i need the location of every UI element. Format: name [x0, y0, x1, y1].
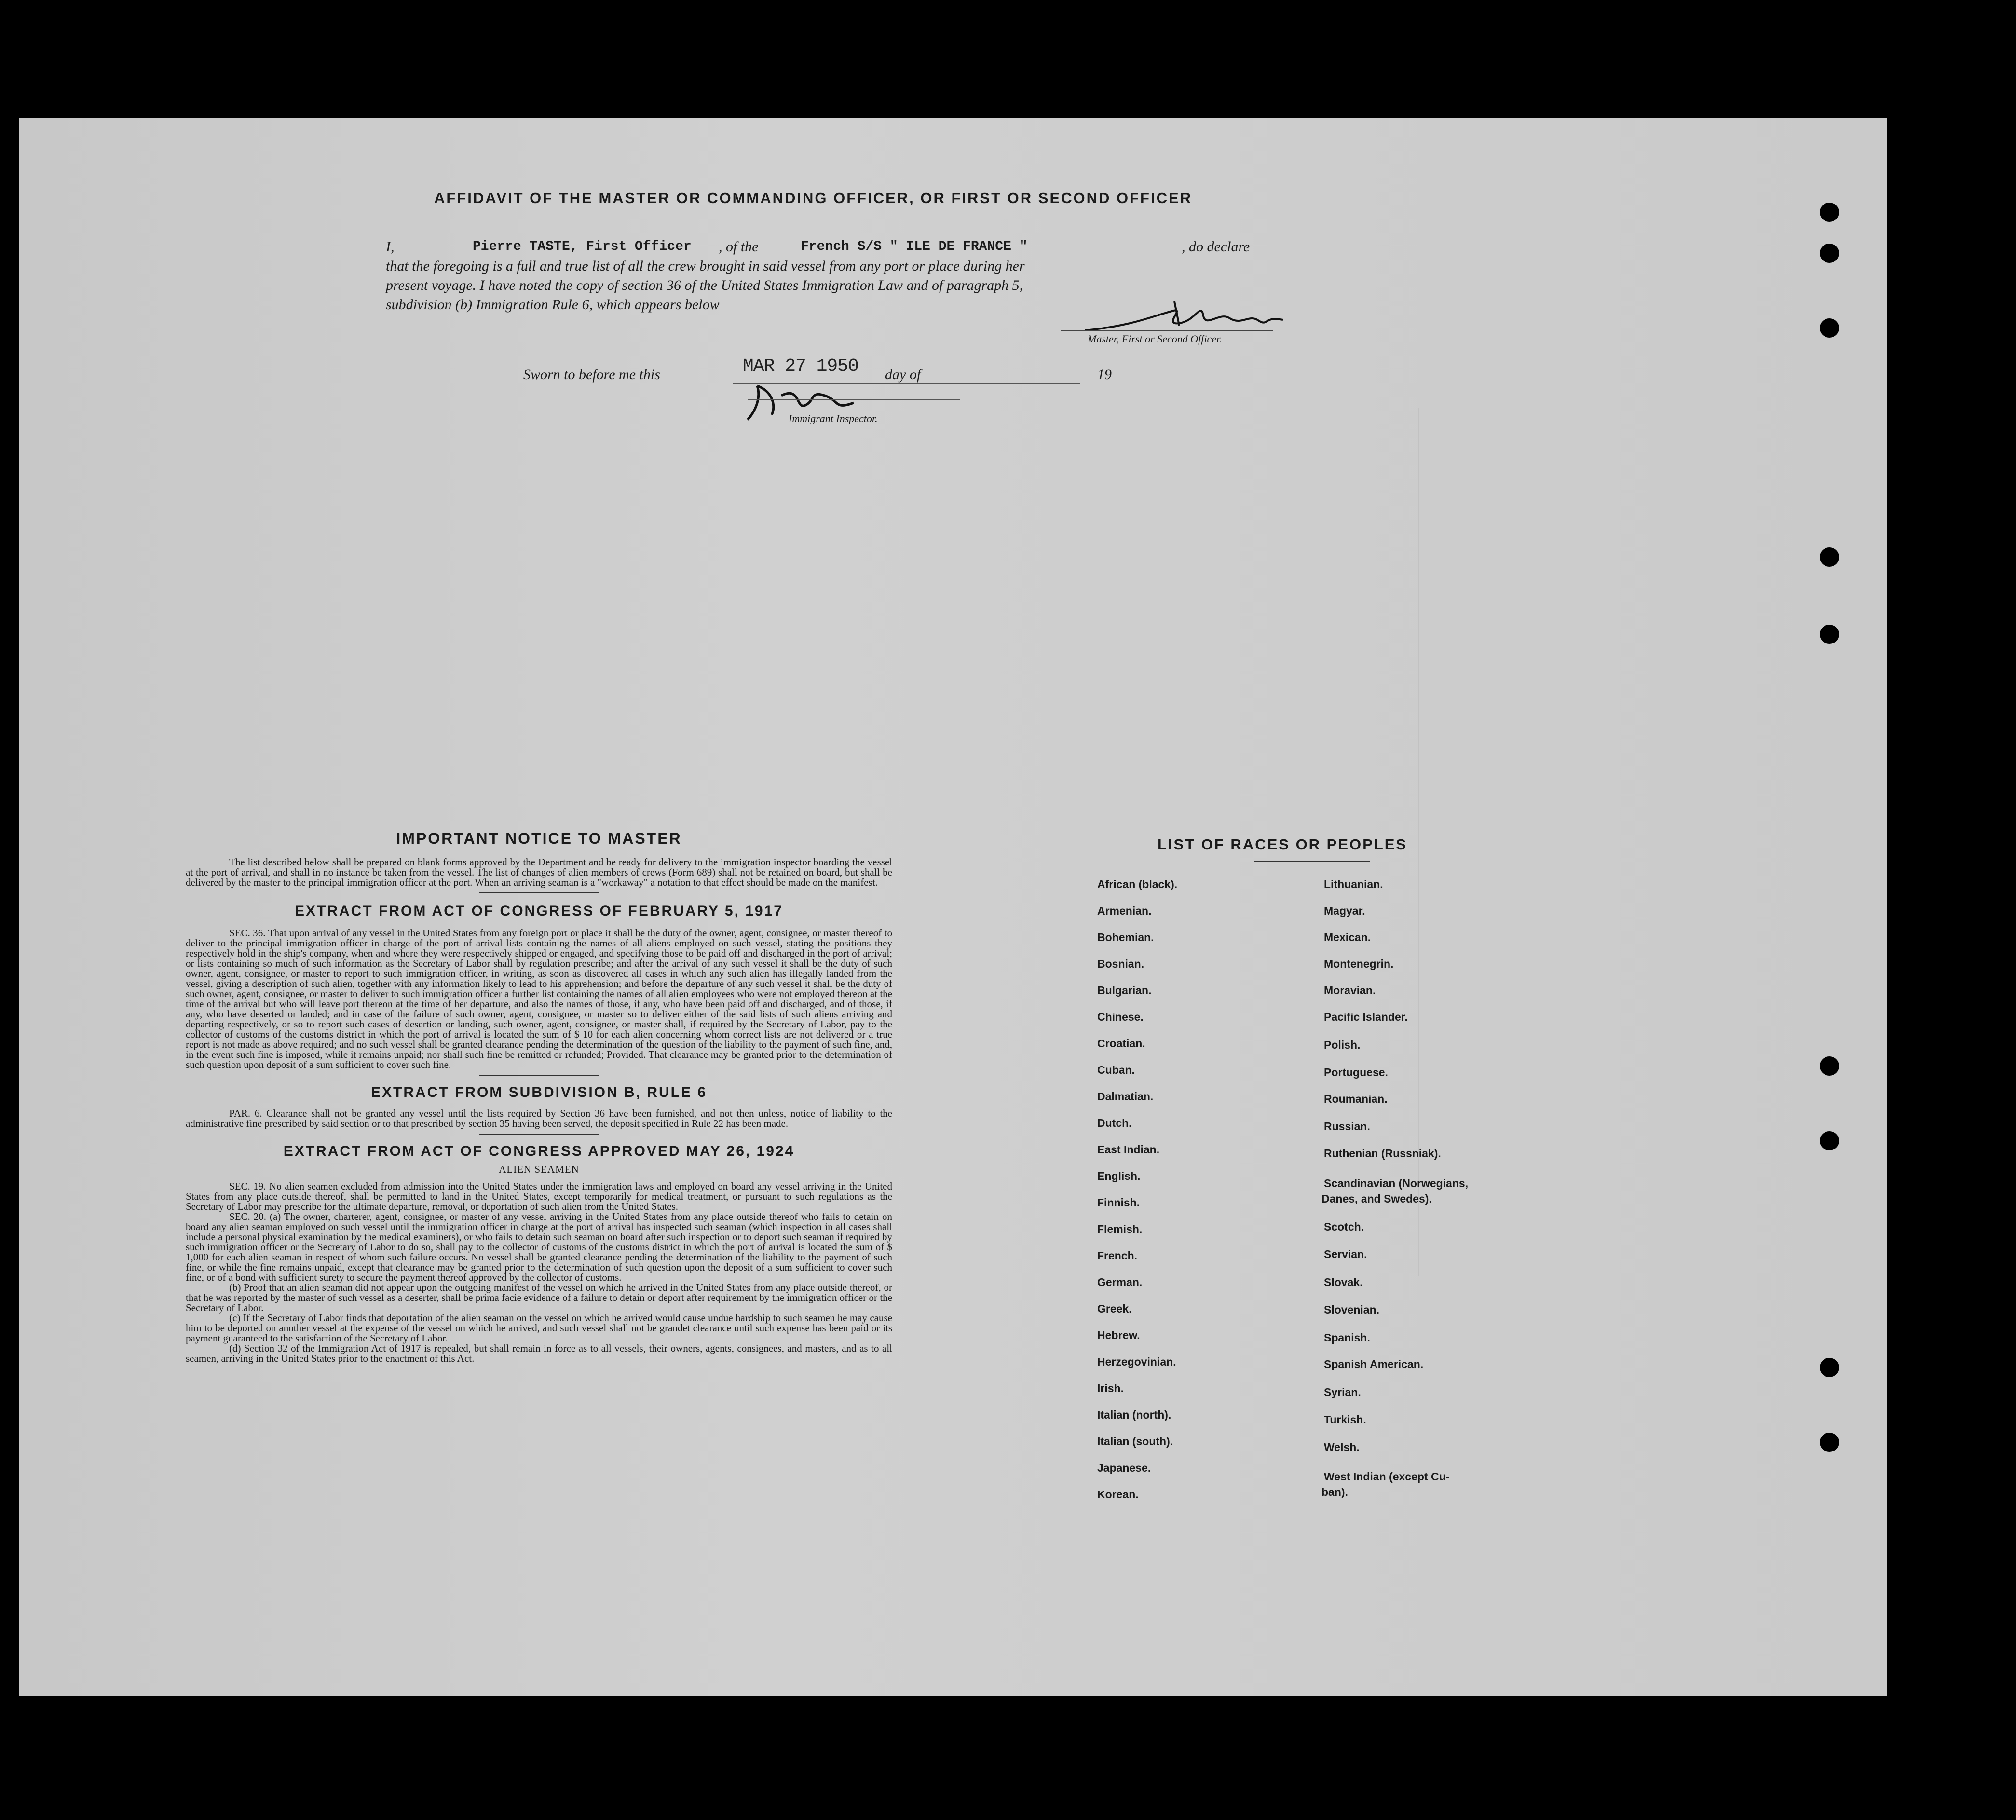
race-item: Scandinavian (Norwegians, — [1324, 1177, 1469, 1190]
punch-hole — [1820, 203, 1839, 222]
vessel-name: French S/S " ILE DE FRANCE " — [801, 239, 1028, 254]
race-item: Dutch. — [1097, 1117, 1132, 1129]
race-item: Slovak. — [1324, 1276, 1363, 1288]
punch-hole — [1820, 1358, 1839, 1377]
signature-caption: Master, First or Second Officer. — [1088, 333, 1222, 345]
race-item: French. — [1097, 1249, 1138, 1262]
race-item: Turkish. — [1324, 1413, 1366, 1426]
officer-name: Pierre TASTE, First Officer — [473, 239, 692, 254]
race-item: Korean. — [1097, 1488, 1139, 1501]
race-item: Bohemian. — [1097, 931, 1154, 944]
extract-1917-heading: EXTRACT FROM ACT OF CONGRESS OF FEBRUARY 5, 1917 — [295, 903, 783, 919]
sworn-label: Sworn to before me this — [523, 367, 660, 383]
divider — [479, 892, 599, 893]
extract-rule6-body: PAR. 6. Clearance shall not be granted any vessel until the lists required by Section 36 have been furnished, and not then unless, notice of liability to the administrative fine prescribed by said section or to that prescribed by section 35 having been served, the deposit specified in Rule 22 has been made. — [186, 1108, 892, 1129]
extract-1924-heading: EXTRACT FROM ACT OF CONGRESS APPROVED MAY 26, 1924 — [283, 1143, 795, 1159]
race-item: Chinese. — [1097, 1011, 1144, 1023]
punch-hole — [1820, 318, 1839, 338]
race-item: Italian (north). — [1097, 1409, 1171, 1421]
punch-hole — [1820, 1131, 1839, 1150]
race-item: Ruthenian (Russniak). — [1324, 1147, 1441, 1160]
race-item: Bulgarian. — [1097, 984, 1152, 997]
extract-1924-body: SEC. 19. No alien seamen excluded from admission into the United States under the immigration laws and employed on board any vessel arriving in the United States from any place outside thereof, shall be permitted to land in the United States, except temporarily for medical treatment, or pursuant to such regulations as the Secretary of Labor may prescribe for the ultimate departure, removal, or deportation of such alien from the United States. SEC. 20. (a) The owner, charterer, agent, consignee, or master of any vessel arriving in the United States from any place outside thereof who fails to detain on board any alien seaman employed on such vessel until the immigration officer in charge at the port of arrival has inspected such seaman (which inspection in all cases shall include a personal physical examination by the medical examiners), or who fails to detain such seaman on board after such inspection or to deport such seaman if required by such immigration officer or the Secretary of Labor to do so, shall pay to the collector of customs of the customs district in which the port of arrival is located the sum of $ 1,000 for each alien seaman in respect of whom such failure occurs. No vessel shall be granted clearance pending the determination of the liability to the payment of such fine, or while the fine remains unpaid, except that clearance may be granted prior to the determination of such question upon the deposit of a sum sufficient to cover such fine, or of a bond with sufficient surety to secure the payment thereof approved by the collector of customs. (b) Proof that an alien seaman did not appear upon the outgoing manifest of the vessel on which he arrived in the United States from any place outside thereof, or that he was reported by the master of such vessel as a deserter, shall be prima facie evidence of a failure to detain or deport after requirement by the immigration officer or the Secretary of Labor. (c) If the Secretary of Labor finds that deportation of the alien seaman on the vessel on which he arrived would cause undue hardship to such seamen he may cause him to be deported on another vessel at the expense of the vessel on which he arrived, and such vessel shall not be grandet clearance until such expense has been paid or its payment guaranteed to the satisfaction of the Secretary of Labor. (d) Section 32 of the Immigration Act of 1917 is repealed, but shall remain in force as to all vessels, their owners, agents, consignees, and masters, and as to all seamen, arriving in the United States prior to the enactment of this Act. — [186, 1180, 892, 1364]
race-item: Servian. — [1324, 1248, 1367, 1260]
races-heading: LIST OF RACES OR PEOPLES — [1158, 836, 1408, 853]
race-item: African (black). — [1097, 878, 1178, 890]
punch-hole — [1820, 244, 1839, 263]
race-item: Flemish. — [1097, 1223, 1143, 1235]
race-item: Bosnian. — [1097, 958, 1144, 970]
race-item: Syrian. — [1324, 1386, 1361, 1398]
race-item: Irish. — [1097, 1382, 1124, 1395]
race-item: Spanish American. — [1324, 1358, 1424, 1370]
notice-heading: IMPORTANT NOTICE TO MASTER — [396, 830, 682, 847]
race-item: Armenian. — [1097, 904, 1152, 917]
punch-hole — [1820, 1056, 1839, 1076]
race-item: Portuguese. — [1324, 1066, 1388, 1079]
year-prefix: 19 — [1097, 367, 1112, 383]
race-item: Mexican. — [1324, 931, 1371, 944]
affidavit-line-4: subdivision (b) Immigration Rule 6, which appears below — [386, 297, 720, 313]
affidavit-of-the: , of the — [719, 239, 759, 255]
race-item: Roumanian. — [1324, 1093, 1388, 1105]
notice-body: The list described below shall be prepared on blank forms approved by the Department and be ready for delivery to the immigration inspector boarding the vessel at the port of arrival, and shall in no instance be taken from the vessel. The list of changes of alien members of crews (Form 689) shall not be retained on board, but shall be delivered by the master to the principal immigration officer at the port. When an arriving seaman is a "workaway" a notation to that effect should be made on the manifest. — [186, 856, 892, 888]
race-item: Cuban. — [1097, 1064, 1135, 1076]
extract-1917-body: SEC. 36. That upon arrival of any vessel in the United States from any foreign port or place it shall be the duty of the owner, agent, consignee, or master thereof to deliver to the principal immigration officer in charge of the port of arrival lists containing the names of all aliens employed on such vessel, stating the positions they respectively hold in the ship's company, when and where they were respectively shipped or engaged, and specifying those to be paid off and discharged in the port of arrival; or lists containing so much of such information as the Secretary of Labor shall by regulation prescribe; and after the arrival of any such vessel it shall be the duty of such owner, agent, consignee, or master to report to such immigration officer, in writing, as soon as discovered all cases in which any such alien has illegally landed from the vessel, giving a description of such alien, together with any information likely to lead to his apprehension; and before the departure of any such vessel it shall be the duty of such owner, agent, consignee, or master to deliver to such immigration officer a further list containing the names of all alien employees who were not employed thereon at the time of the arrival but who will leave port thereon at the time of her departure, and also the names of those, if any, who have been paid off and discharged, and of those, if any, who have deserted or landed; and in case of the failure of such owner, agent, consignee, or master so to deliver either of the said lists of such aliens arriving and departing respectively, or so to report such cases of desertion or landing, such owner, agent, consignee, or master shall, if required by the Secretary of Labor, pay to the collector of customs of the customs district in which the port of arrival is located the sum of $ 10 for each alien concerning whom correct lists are not delivered or a true report is not made as above required; and no such vessel shall be granted clearance pending the determination of the question of the liability to the payment of such fine, and, in the event such fine is imposed, while it remains unpaid; nor shall such fine be remitted or refunded; Provided. That clearance may be granted prior to the determination of such question upon deposit of a sum sufficient to cover such fine. — [186, 927, 892, 1070]
race-item: English. — [1097, 1170, 1141, 1182]
punch-hole — [1820, 625, 1839, 644]
race-item: Croatian. — [1097, 1037, 1145, 1050]
race-item: Spanish. — [1324, 1331, 1370, 1344]
race-item: Finnish. — [1097, 1196, 1140, 1209]
race-item: Lithuanian. — [1324, 878, 1383, 890]
race-item: East Indian. — [1097, 1143, 1160, 1156]
race-item: Montenegrin. — [1324, 958, 1394, 970]
race-item: Herzegovinian. — [1097, 1355, 1176, 1368]
race-item: Dalmatian. — [1097, 1090, 1154, 1103]
race-item: West Indian (except Cu- — [1324, 1470, 1450, 1483]
punch-hole — [1820, 1433, 1839, 1452]
race-item: Pacific Islander. — [1324, 1011, 1408, 1023]
affidavit-line-3: present voyage. I have noted the copy of section 36 of the United States Immigration Law and of paragraph 5, — [386, 277, 1023, 293]
race-item: Polish. — [1324, 1039, 1361, 1051]
race-item: ban). — [1321, 1486, 1348, 1498]
race-item: Scotch. — [1324, 1220, 1364, 1233]
affidavit-line-2: that the foregoing is a full and true list of all the crew brought in said vessel from any port or place during her — [386, 258, 1025, 274]
affidavit-title: AFFIDAVIT OF THE MASTER OR COMMANDING OFFICER, OR FIRST OR SECOND OFFICER — [434, 190, 1193, 206]
day-of-label: day of — [885, 367, 921, 383]
race-item: German. — [1097, 1276, 1143, 1288]
race-item: Slovenian. — [1324, 1303, 1380, 1316]
affidavit-do-declare: , do declare — [1182, 239, 1250, 255]
divider — [479, 1075, 599, 1076]
divider — [479, 1134, 599, 1135]
signature-line — [1061, 330, 1273, 331]
bleed-through-column — [1418, 408, 1708, 1276]
race-item: Moravian. — [1324, 984, 1376, 997]
alien-seamen-subheading: ALIEN SEAMEN — [499, 1163, 579, 1175]
extract-rule6-heading: EXTRACT FROM SUBDIVISION B, RULE 6 — [370, 1084, 708, 1100]
notice-column — [186, 830, 892, 1364]
race-item: Italian (south). — [1097, 1435, 1173, 1448]
race-item: Greek. — [1097, 1302, 1132, 1315]
date-stamp: MAR 27 1950 — [743, 356, 858, 377]
divider — [1254, 861, 1370, 862]
race-item: Japanese. — [1097, 1462, 1151, 1474]
race-item: Magyar. — [1324, 904, 1365, 917]
race-item: Welsh. — [1324, 1441, 1360, 1453]
race-item: Danes, and Swedes). — [1321, 1192, 1432, 1205]
inspector-caption: Immigrant Inspector. — [789, 412, 878, 424]
inspector-line — [748, 399, 960, 400]
affidavit-i: I, — [386, 239, 395, 255]
race-item: Hebrew. — [1097, 1329, 1140, 1341]
race-item: Russian. — [1324, 1120, 1370, 1133]
punch-hole — [1820, 547, 1839, 567]
